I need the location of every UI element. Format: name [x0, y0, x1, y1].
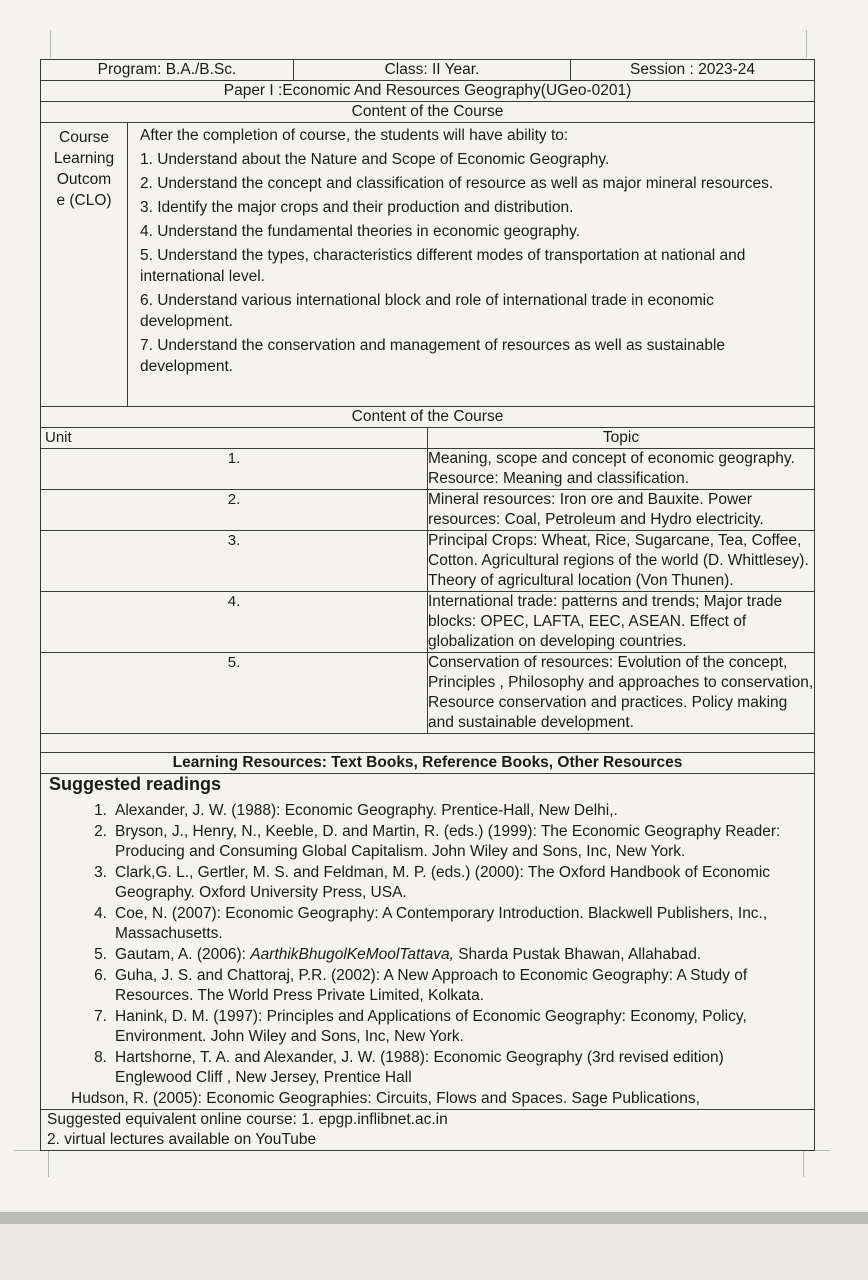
unit-row	[41, 653, 815, 734]
reading-number: 3.	[94, 864, 107, 881]
clo-label-line: e (CLO)	[56, 192, 112, 209]
unit-header	[41, 428, 428, 449]
clo-item: 5. Understand the types, characteristics different modes of transportation at national and international level.	[140, 247, 746, 285]
reading-number: 1.	[94, 802, 107, 819]
reading-item	[61, 966, 814, 1006]
unit-topic: International trade: patterns and trends; Major trade blocks: OPEC, LAFTA, EEC, ASEAN. Effect of globalization on developing countries.	[428, 592, 815, 653]
clo-item: 1. Understand about the Nature and Scope of Economic Geography.	[140, 151, 610, 168]
online-course-line-2: 2. virtual lectures available on YouTube	[47, 1131, 317, 1148]
unit-row	[41, 531, 815, 592]
clo-label-line: Learning	[53, 150, 115, 167]
reading-text-part: Coe, N. (2007): Economic Geography: A Contemporary Introduction. Blackwell Publishers, Inc., Massachusetts.	[115, 905, 768, 942]
extra-reading: Hudson, R. (2005): Economic Geographies: Circuits, Flows and Spaces. Sage Publications,	[71, 1090, 700, 1107]
clo-label-line: Outcom	[56, 171, 112, 188]
unit-number: 3.	[41, 531, 428, 592]
reading-text-part: Bryson, J., Henry, N., Keeble, D. and Martin, R. (eds.) (1999): The Economic Geography Reader: Producing and Consuming Global Capitalism. John Wiley and Sons, Inc, New York.	[115, 823, 781, 860]
reading-item	[61, 863, 814, 903]
class-text: Class: II Year.	[384, 61, 480, 78]
unit-number: 2.	[41, 490, 428, 531]
clo-item: 3. Identify the major crops and their production and distribution.	[140, 199, 574, 216]
scan-background	[0, 1224, 868, 1280]
reading-item	[61, 904, 814, 944]
reading-item	[61, 822, 814, 862]
clo-item: 4. Understand the fundamental theories in economic geography.	[140, 223, 581, 240]
session-text: Session : 2023-24	[630, 61, 755, 78]
reading-item	[61, 1048, 814, 1088]
reading-text-part: Guha, J. S. and Chattoraj, P.R. (2002): A New Approach to Economic Geography: A Study of Resources. The World Press Private Limited, Kolkata.	[115, 967, 748, 1004]
reading-text-part: Clark,G. L., Gertler, M. S. and Feldman, M. P. (eds.) (2000): The Oxford Handbook of Economic Geography. Oxford University Press, USA.	[115, 864, 771, 901]
clo-label	[41, 123, 128, 406]
reading-text-part: Gautam, A. (2006):	[115, 946, 251, 963]
reading-text	[115, 966, 814, 1006]
clo-item: 6. Understand various international block and role of international trade in economic development.	[140, 292, 714, 330]
reading-text-part: Alexander, J. W. (1988): Economic Geography. Prentice-Hall, New Delhi,.	[115, 802, 618, 819]
clo-label-line: Course	[59, 129, 109, 146]
clo-section	[40, 123, 815, 407]
learning-resources-title: Learning Resources: Text Books, Reference Books, Other Resources	[41, 753, 814, 774]
content-title: Content of the Course	[351, 103, 504, 120]
header-table	[40, 59, 815, 123]
clo-body	[128, 123, 814, 406]
reading-text-part: Hartshorne, T. A. and Alexander, J. W. (1988): Economic Geography (3rd revised edition) Englewood Cliff , New Jersey, Prentice Hall	[115, 1049, 724, 1086]
reading-text	[115, 1048, 814, 1088]
content-title-cell	[41, 102, 815, 123]
reading-item	[61, 945, 814, 965]
course-document	[40, 59, 815, 1151]
unit-topic: Meaning, scope and concept of economic geography. Resource: Meaning and classification.	[428, 449, 815, 490]
unit-row	[41, 592, 815, 653]
reading-text	[115, 822, 814, 862]
unit-table	[40, 407, 815, 752]
reading-number: 8.	[94, 1049, 107, 1066]
unit-row	[41, 449, 815, 490]
spacer-row	[41, 734, 815, 753]
paper-title-cell	[41, 81, 815, 102]
topic-header	[428, 428, 815, 449]
reading-number: 6.	[94, 967, 107, 984]
reading-text	[115, 801, 814, 821]
spacer-cell	[41, 734, 815, 753]
class-cell	[294, 60, 571, 81]
reading-text	[115, 904, 814, 944]
reading-number: 4.	[94, 905, 107, 922]
program-cell	[41, 60, 294, 81]
unit-row	[41, 490, 815, 531]
unit-number: 1.	[41, 449, 428, 490]
unit-number: 4.	[41, 592, 428, 653]
unit-topic: Principal Crops: Wheat, Rice, Sugarcane, Tea, Coffee, Cotton. Agricultural regions of the world (D. Whittlesey). Theory of agricultural location (Von Thunen).	[428, 531, 815, 592]
online-course-line-1: Suggested equivalent online course: 1. epgp.inflibnet.ac.in	[41, 1109, 814, 1130]
program-text: Program: B.A./B.Sc.	[97, 61, 237, 78]
reading-title-italic: AarthikBhugolKeMoolTattava,	[250, 946, 454, 963]
session-cell	[571, 60, 815, 81]
crop-mark-top-right	[806, 30, 807, 58]
clo-item: 2. Understand the concept and classification of resource as well as major mineral resources.	[140, 175, 774, 192]
unit-header-text: Unit	[45, 429, 72, 446]
reading-text	[115, 1007, 814, 1047]
learning-resources	[40, 752, 815, 1151]
clo-intro: After the completion of course, the students will have ability to:	[140, 127, 569, 144]
clo-item: 7. Understand the conservation and management of resources as well as sustainable development.	[140, 337, 726, 375]
reading-number: 7.	[94, 1008, 107, 1025]
reading-item	[61, 801, 814, 821]
course-content-title: Content of the Course	[351, 408, 504, 425]
reading-text	[115, 863, 814, 903]
crop-mark-top-left	[50, 30, 51, 58]
crop-mark-bottom-left	[14, 1150, 49, 1177]
reading-number: 2.	[94, 823, 107, 840]
reading-text-part: Sharda Pustak Bhawan, Allahabad.	[453, 946, 702, 963]
scan-edge-band	[0, 1212, 868, 1224]
reading-item	[61, 1007, 814, 1047]
crop-mark-bottom-right	[803, 1150, 830, 1177]
suggested-readings-title: Suggested readings	[49, 774, 222, 794]
course-content-title-cell	[41, 407, 815, 428]
reading-text	[115, 945, 814, 965]
readings-list	[41, 801, 814, 1088]
unit-topic: Conservation of resources: Evolution of the concept, Principles , Philosophy and approaches to conservation, Resource conservation and practices. Policy making and sustainable development.	[428, 653, 815, 734]
unit-topic: Mineral resources: Iron ore and Bauxite. Power resources: Coal, Petroleum and Hydro electricity.	[428, 490, 815, 531]
topic-header-text: Topic	[602, 429, 640, 446]
reading-number: 5.	[94, 946, 107, 963]
paper-title: Paper I :Economic And Resources Geography(UGeo-0201)	[223, 82, 632, 99]
unit-number: 5.	[41, 653, 428, 734]
reading-text-part: Hanink, D. M. (1997): Principles and Applications of Economic Geography: Economy, Policy, Environment. John Wiley and Sons, Inc, New York.	[115, 1008, 747, 1045]
